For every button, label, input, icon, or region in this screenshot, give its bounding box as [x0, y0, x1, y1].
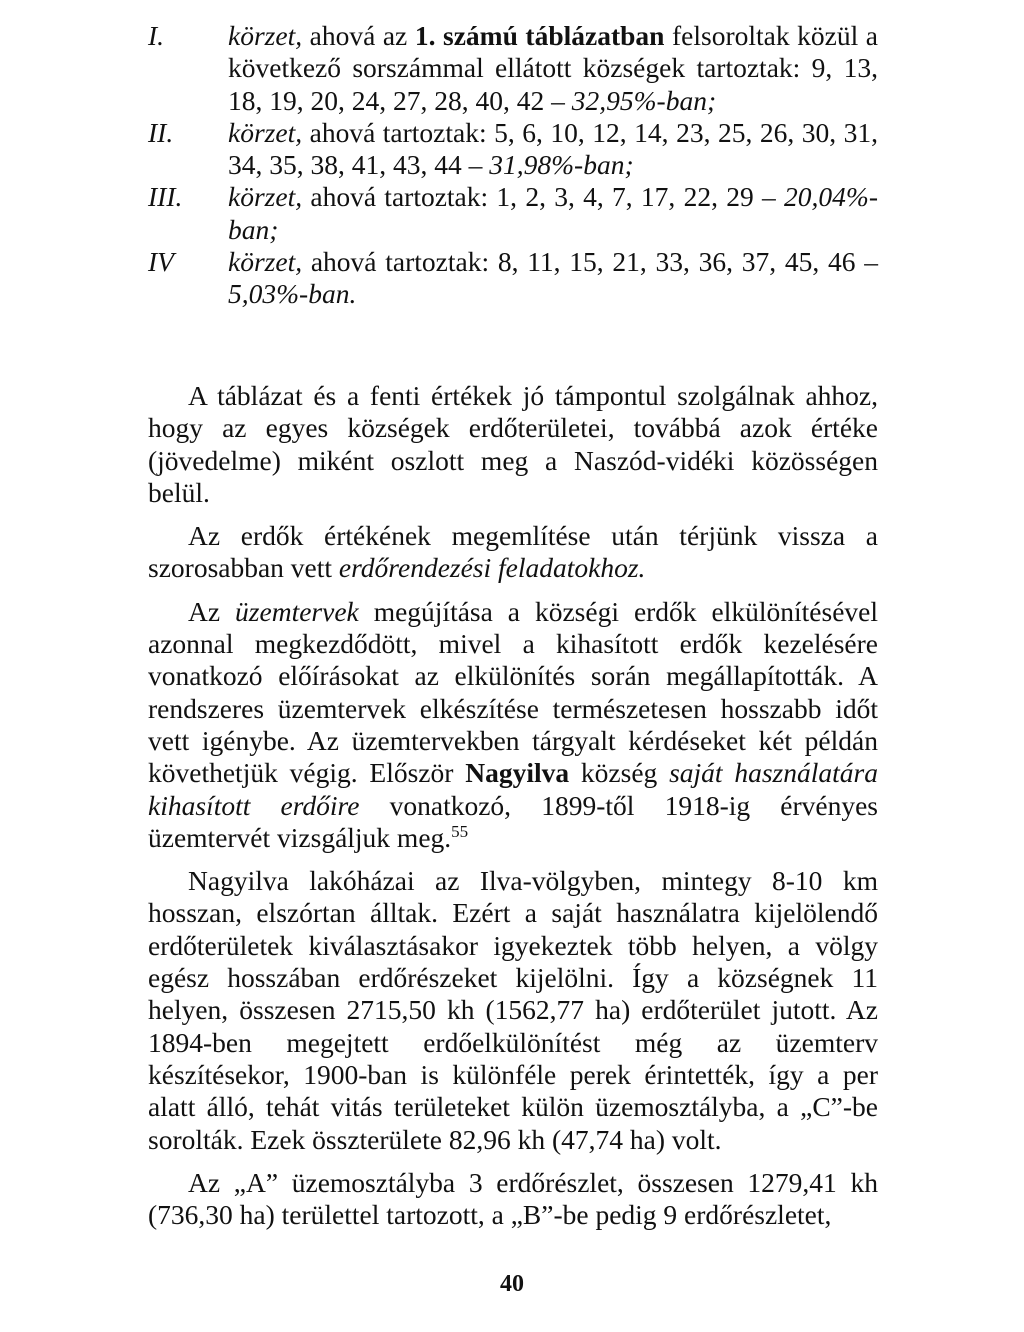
body-text	[148, 380, 878, 1231]
paragraph: A táblázat és a fenti értékek jó támpontul szolgálnak ahhoz, hogy az egyes községek erdőterületei, továbbá azok értéke (jövedelme) miként oszlott meg a Naszód-vidéki közösségen belül.	[148, 380, 878, 508]
district-item	[148, 117, 878, 182]
district-word: körzet,	[228, 116, 303, 148]
district-number: IV	[148, 246, 174, 278]
district-percent: 31,98%-ban;	[489, 149, 634, 181]
district-item	[148, 20, 878, 117]
district-word: körzet,	[228, 20, 303, 51]
footnote-marker: 55	[451, 821, 469, 841]
district-percent: 5,03%-ban.	[228, 278, 357, 310]
page-number: 40	[500, 1271, 524, 1297]
district-text: körzet, ahová tartoztak: 8, 11, 15, 21, 33, 36, 37, 45, 46 – 5,03%-ban.	[228, 246, 878, 310]
district-percent: 20,04%-ban;	[228, 181, 878, 245]
table-reference: 1. számú táblázatban	[414, 20, 665, 51]
paragraph: Az erdők értékének megemlítése után térjünk vissza a szorosabban vett erdőrendezési feladatokhoz.	[148, 520, 878, 584]
paragraph: Nagyilva lakóházai az Ilva-völgyben, mintegy 8-10 km hosszan, elszórtan álltak. Ezért a saját használatra kijelölendő erdőterületek kiválasztásakor igyekeztek több helyen, a völgy egész hosszában erdőrészeket kijelölni. Így a községnek 11 helyen, összesen 2715,50 kh (1562,77 ha) erdőterület jutott. Az 1894-ben megejtett erdőelkülönítést még az üzemterv készítésekor, 1900-ban is különféle perek érintették, így a per alatt álló, tehát vitás területeket külön üzemosztályba, a „C”-be sorolták. Ezek összterülete 82,96 kh (47,74 ha) volt.	[148, 865, 878, 1155]
paragraph: Az üzemtervek megújítása a községi erdők elkülönítésével azonnal megkezdődött, mivel a kihasított erdők kezelésére vonatkozó előírásokat az elkülönítés során megállapították. A rendszeres üzemtervek elkészítése természetesen hosszabb időt vett igénybe. Az üzemtervekben tárgyalt kérdéseket két példán követhetjük végig. Először Nagyilva község saját használatára kihasított erdőire vonatkozó, 1899-től 1918-ig érvényes üzemtervét vizsgáljuk meg.$^{55}$	[148, 595, 879, 853]
district-number: II.	[148, 116, 174, 148]
paragraph: Az „A” üzemosztályba 3 erdőrészlet, összesen 1279,41 kh (736,30 ha) területtel tartozott, a „B”-be pedig 9 erdőrészletet,	[148, 1166, 878, 1231]
district-word: körzet,	[228, 181, 303, 213]
district-word: körzet,	[228, 246, 303, 278]
district-list	[148, 20, 878, 311]
district-text: körzet, ahová tartoztak: 1, 2, 3, 4, 7, 17, 22, 29 – 20,04%-ban;	[228, 181, 878, 245]
district-text: körzet, ahová tartoztak: 5, 6, 10, 12, 14, 23, 25, 26, 30, 31, 34, 35, 38, 41, 43, 44 – 31,98%-ban;	[228, 116, 878, 181]
district-item	[148, 181, 878, 246]
district-item	[148, 246, 878, 311]
district-text: körzet, ahová az 1. számú táblázatban felsoroltak közül a következő sorszámmal ellátott községek tartoztak: 9, 13, 18, 19, 20, 24, 27, 28, 40, 42 – 32,95%-ban;	[228, 20, 879, 116]
district-number: III.	[148, 181, 183, 213]
district-number: I.	[148, 20, 165, 51]
district-percent: 32,95%-ban;	[571, 84, 717, 116]
